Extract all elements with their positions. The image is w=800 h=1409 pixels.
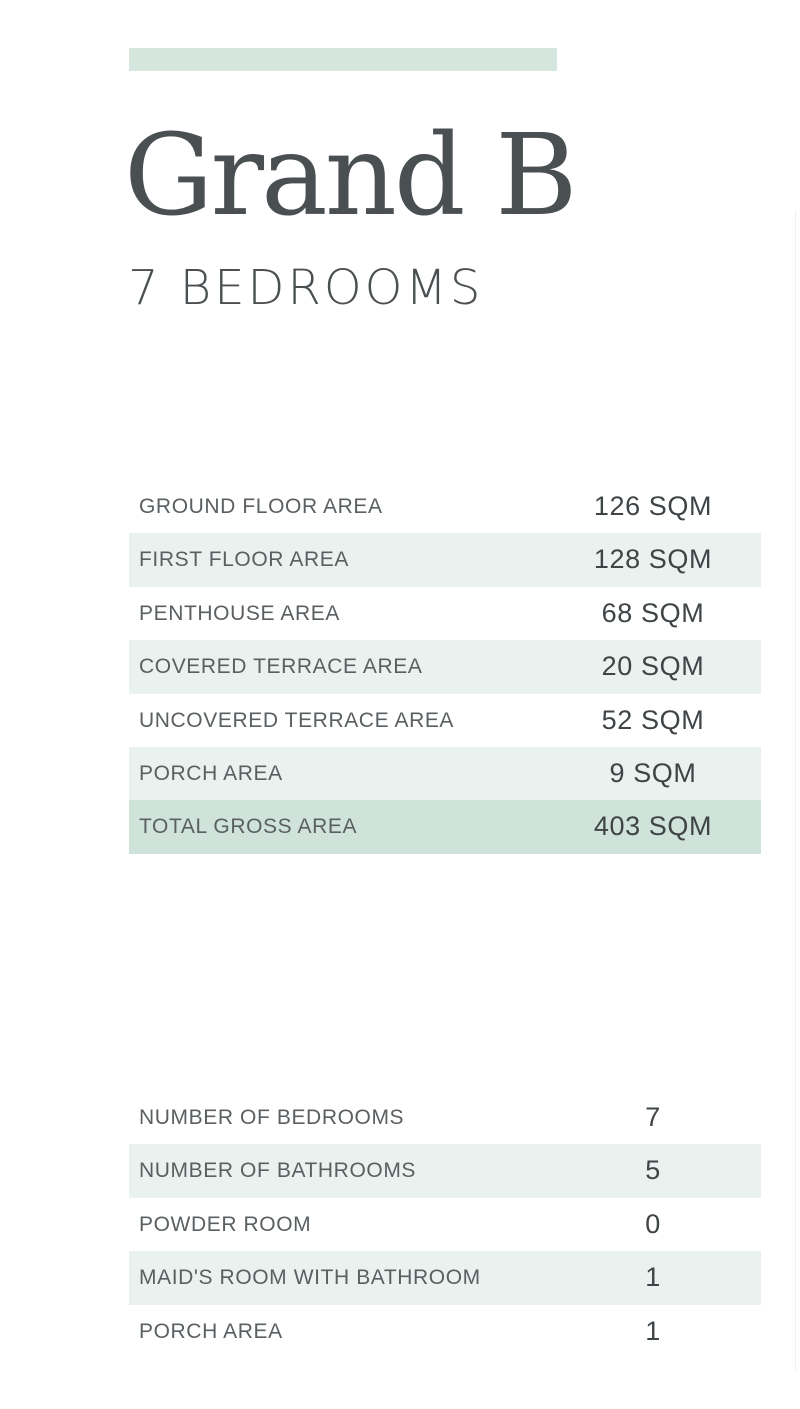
row-value: 126 SQM xyxy=(593,491,713,521)
row-label: GROUND FLOOR AREA xyxy=(139,495,383,518)
row-value: 1 xyxy=(645,1262,661,1293)
row-value: 128 SQM xyxy=(593,544,713,575)
row-label: NUMBER OF BATHROOMS xyxy=(139,1159,417,1183)
row-value: 5 xyxy=(645,1155,661,1186)
area-table xyxy=(129,480,761,854)
row-value: 403 SQM xyxy=(593,811,713,842)
page-edge-divider xyxy=(795,210,796,1370)
row-label: PENTHOUSE AREA xyxy=(139,601,340,625)
row-label: PORCH AREA xyxy=(139,761,283,785)
row-label: COVERED TERRACE AREA xyxy=(139,655,423,679)
accent-bar xyxy=(129,48,557,71)
row-label: TOTAL GROSS AREA xyxy=(139,815,358,839)
table-row-total-gross xyxy=(129,800,761,853)
table-row-first-floor xyxy=(129,533,761,586)
table-row-bathrooms xyxy=(129,1144,761,1197)
page-title: Grand B xyxy=(124,111,575,241)
table-row-porch-count xyxy=(129,1305,761,1358)
table-row-penthouse xyxy=(129,587,761,640)
table-row-powder-room xyxy=(129,1198,761,1251)
row-label: UNCOVERED TERRACE AREA xyxy=(139,708,455,732)
row-value: 9 SQM xyxy=(609,757,697,788)
row-value: 20 SQM xyxy=(601,651,705,682)
rooms-table xyxy=(129,1091,761,1358)
table-row-covered-terrace xyxy=(129,640,761,693)
row-label: FIRST FLOOR AREA xyxy=(139,548,349,572)
table-row-bedrooms xyxy=(129,1091,761,1144)
bedrooms-subtitle: 7 BEDROOMS xyxy=(128,260,484,316)
table-row-uncovered-terrace xyxy=(129,694,761,747)
row-value: 68 SQM xyxy=(601,597,705,628)
row-value: 1 xyxy=(645,1315,661,1346)
row-label: PORCH AREA xyxy=(139,1319,283,1343)
row-label: POWDER ROOM xyxy=(139,1212,312,1236)
row-label: NUMBER OF BEDROOMS xyxy=(139,1106,405,1129)
table-row-porch xyxy=(129,747,761,800)
table-row-ground-floor xyxy=(129,480,761,533)
row-value: 7 xyxy=(645,1102,661,1132)
row-label: MAID'S ROOM WITH BATHROOM xyxy=(139,1266,481,1290)
row-value: 52 SQM xyxy=(601,704,705,735)
table-row-maids-room xyxy=(129,1251,761,1304)
row-value: 0 xyxy=(645,1208,661,1239)
